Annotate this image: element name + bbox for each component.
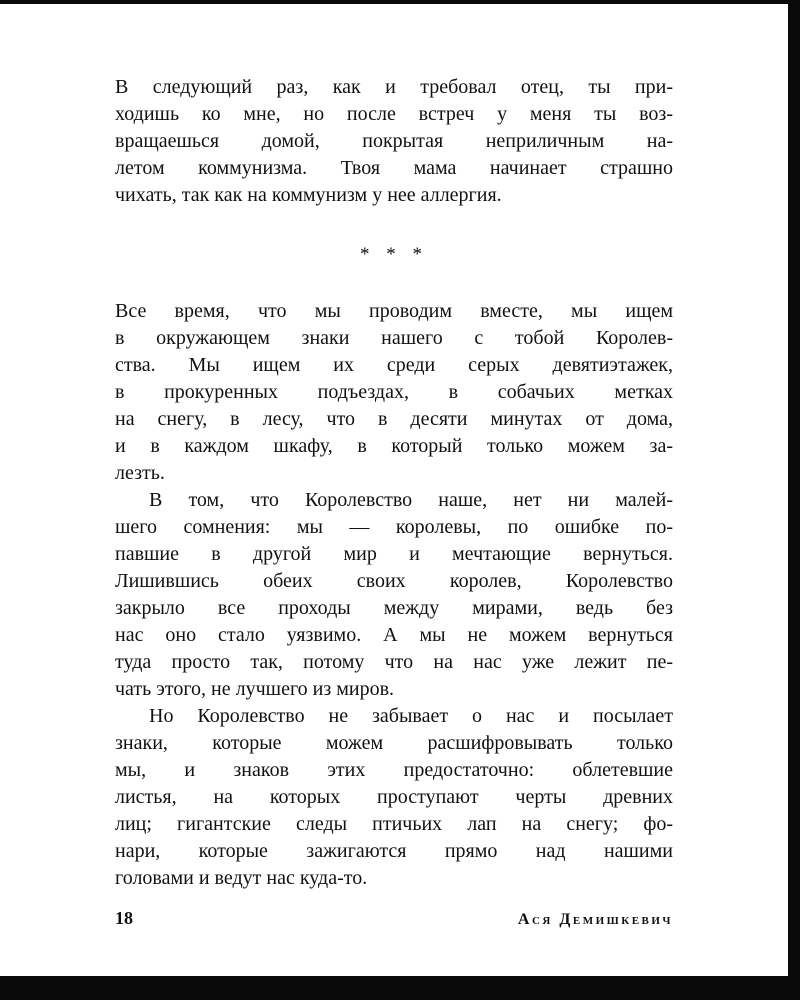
scan-edge-right xyxy=(788,0,800,1000)
text-line: в прокуренных подъездах, в собачьих метках xyxy=(115,381,673,403)
paragraph xyxy=(115,298,673,487)
text-line: вращаешься домой, покрытая неприличным на- xyxy=(115,130,673,152)
text-line: туда просто так, потому что на нас уже лежит пе- xyxy=(115,651,673,673)
text-line: В том, что Королевство наше, нет ни малей- xyxy=(149,489,673,511)
text-line: нас оно стало уязвимо. А мы не можем вернуться xyxy=(115,624,673,646)
text-line: В следующий раз, как и требовал отец, ты при- xyxy=(115,76,673,98)
page-number: 18 xyxy=(115,908,133,928)
text-line: нари, которые зажигаются прямо над нашими xyxy=(115,840,673,862)
text-line: знаки, которые можем расшифровывать только xyxy=(115,732,673,754)
running-footer-author: Ася Демишкевич xyxy=(517,911,673,928)
text-line: лиц; гигантские следы птичьих лап на снегу; фо- xyxy=(115,813,673,835)
page-text-column xyxy=(115,74,673,892)
text-line: на снегу, в лесу, что в десяти минутах от дома, xyxy=(115,408,673,430)
scan-edge-bottom xyxy=(0,976,800,1000)
text-line: и в каждом шкафу, в который только можем за- xyxy=(115,435,673,457)
text-line: лезть. xyxy=(115,462,165,484)
text-line: головами и ведут нас куда-то. xyxy=(115,867,368,889)
paragraph xyxy=(115,487,673,703)
text-line: чихать, так как на коммунизм у нее аллергия. xyxy=(115,184,502,206)
text-line: ходишь ко мне, но после встреч у меня ты воз- xyxy=(115,103,673,125)
section-separator: * * * xyxy=(360,244,428,265)
paragraph xyxy=(115,74,673,209)
text-line: шего сомнения: мы — королевы, по ошибке по- xyxy=(115,516,673,538)
text-line: павшие в другой мир и мечтающие вернуться. xyxy=(115,543,673,565)
text-line: чать этого, не лучшего из миров. xyxy=(115,678,395,700)
text-line: летом коммунизма. Твоя мама начинает страшно xyxy=(115,157,673,179)
text-line: листья, на которых проступают черты древних xyxy=(115,786,673,808)
text-line: мы, и знаков этих предостаточно: облетевшие xyxy=(115,759,673,781)
scan-edge-top xyxy=(0,0,800,4)
text-line: в окружающем знаки нашего с тобой Королев- xyxy=(115,327,673,349)
page-footer xyxy=(115,908,673,929)
text-line: Лишившись обеих своих королев, Королевство xyxy=(115,570,673,592)
text-line: Все время, что мы проводим вместе, мы ищем xyxy=(115,300,673,322)
text-line: закрыло все проходы между мирами, ведь без xyxy=(115,597,673,619)
paragraph xyxy=(115,703,673,892)
text-line: ства. Мы ищем их среди серых девятиэтажек, xyxy=(115,354,673,376)
text-line: Но Королевство не забывает о нас и посылает xyxy=(149,705,673,727)
